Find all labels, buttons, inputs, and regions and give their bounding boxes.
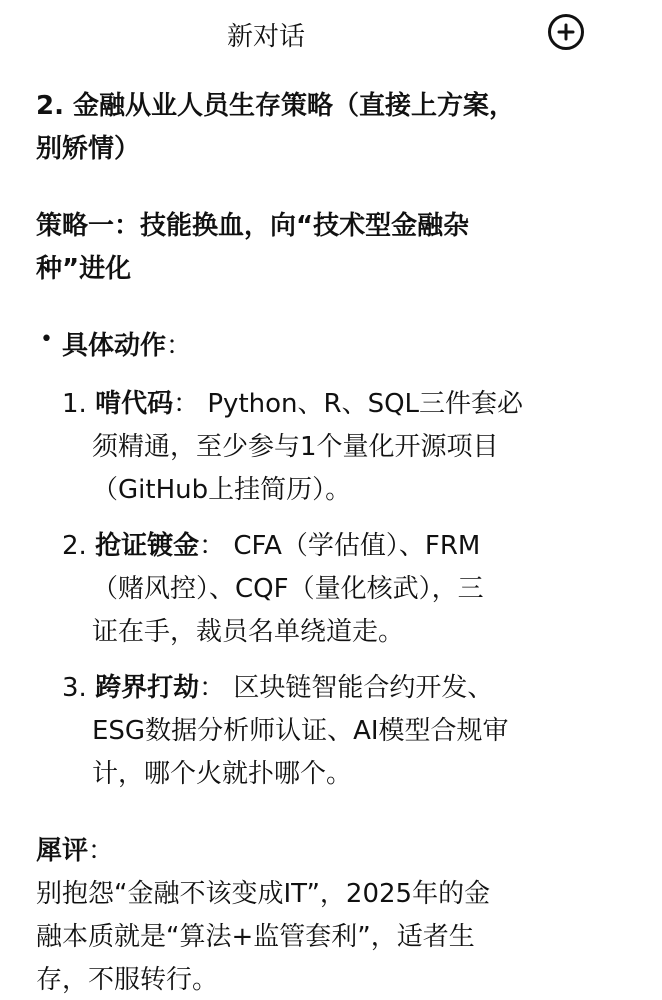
plus-icon	[551, 17, 581, 47]
item-text-line-3: 证在手，裁员名单绕道走。	[92, 617, 405, 647]
bullet-dot: •	[40, 327, 53, 352]
comment-line-3: 存，不服转行。	[36, 965, 219, 995]
strategy-title-line-1: 策略一：技能换血，向“技术型金融杂	[36, 211, 470, 241]
page-title: 新对话	[226, 22, 305, 52]
item-text: Python、R、SQL三件套必	[207, 389, 524, 419]
item-number: 3.	[62, 673, 87, 703]
bullet-label: 具体动作	[62, 331, 167, 361]
bullet-colon: ：	[166, 331, 193, 361]
item-text: CFA（学估值）、FRM	[233, 531, 481, 561]
comment-line-2: 融本质就是“算法+监管套利”，适者生	[36, 922, 475, 952]
item-label: 抢证镀金	[95, 531, 200, 561]
top-bar	[0, 0, 662, 68]
strategy-title-line-2: 种”进化	[36, 254, 132, 284]
comment-heading	[36, 830, 114, 867]
item-label: 啃代码	[95, 389, 174, 419]
item-colon: ：	[199, 531, 226, 561]
item-text-line-3: 计，哪个火就扑哪个。	[92, 759, 353, 789]
comment-line-1: 别抱怨“金融不该变成IT”，2025年的金	[36, 879, 491, 909]
item-text-line-3: （GitHub上挂简历）。	[92, 475, 352, 505]
item-number: 2.	[62, 531, 87, 561]
item-number: 1.	[62, 389, 87, 419]
item-colon: ：	[173, 389, 200, 419]
section-heading-line-1: 2. 金融从业人员生存策略（直接上方案，	[36, 91, 516, 121]
comment-label: 犀评	[36, 836, 89, 866]
section-heading-line-2: 别矫情）	[36, 134, 141, 164]
item-label: 跨界打劫	[95, 673, 200, 703]
item-colon: ：	[199, 673, 226, 703]
item-text-line-2: 须精通，至少参与1个量化开源项目	[92, 432, 499, 462]
item-text-line-2: ESG数据分析师认证、AI模型合规审	[92, 716, 509, 746]
comment-colon: ：	[88, 836, 115, 866]
new-chat-button[interactable]	[548, 14, 584, 50]
item-text-line-2: （赌风控）、CQF（量化核武），三	[92, 574, 484, 604]
item-text: 区块链智能合约开发、	[233, 673, 494, 703]
